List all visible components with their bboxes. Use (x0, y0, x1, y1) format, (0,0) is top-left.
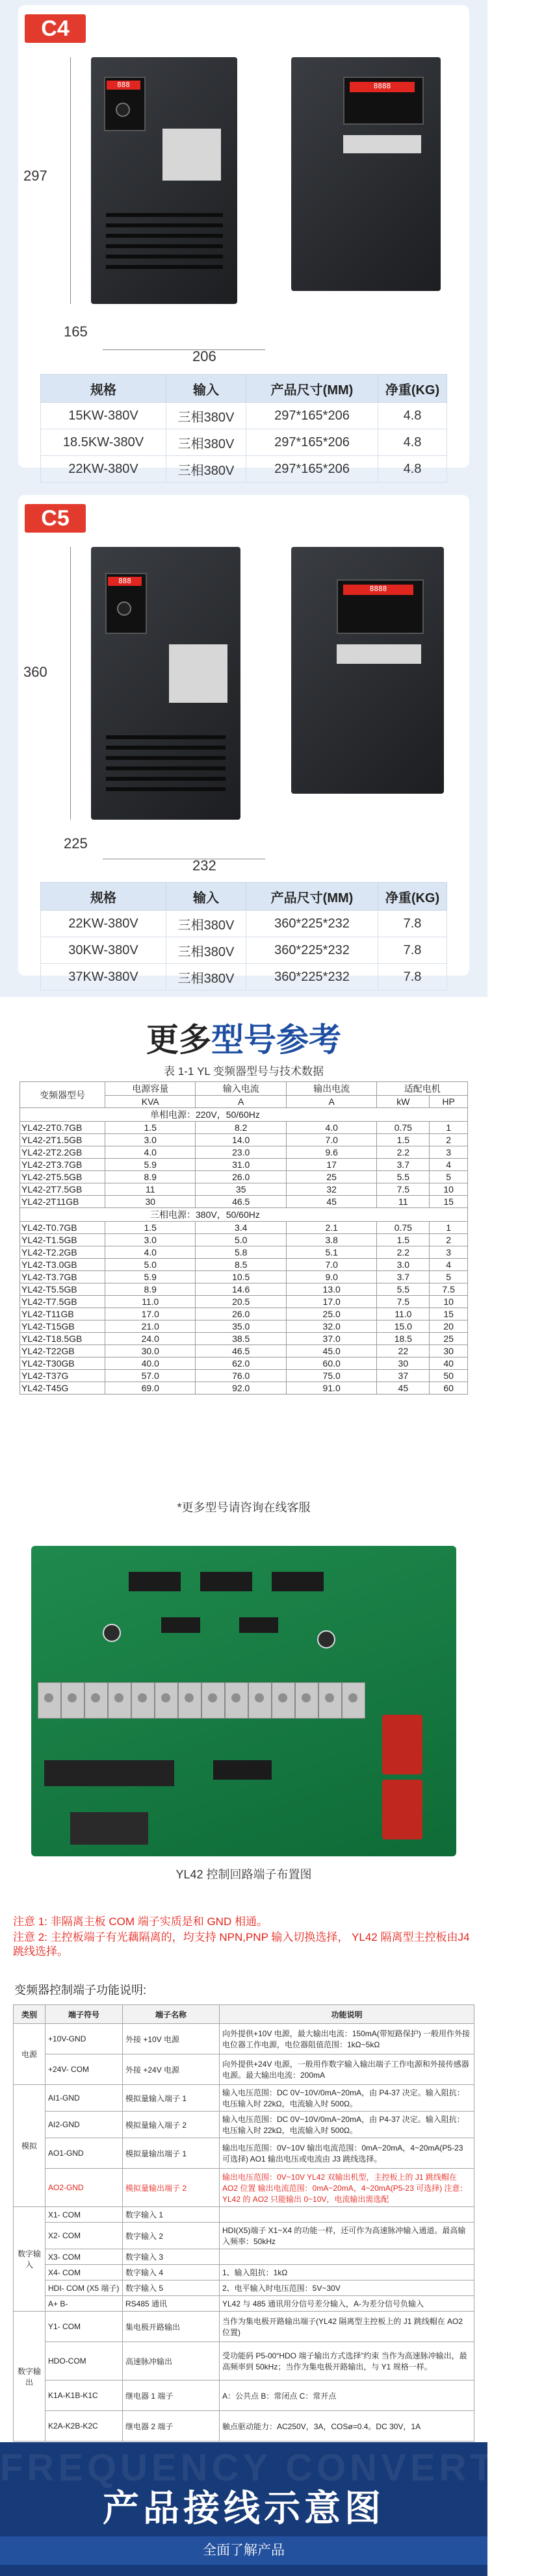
warning-label (343, 135, 421, 153)
table-row: YL42-T22GB 30.0 46.5 45.0 22 30 (20, 1345, 468, 1357)
header-cell: 产品尺寸(MM) (246, 883, 378, 911)
table-header: KVA A A kW HP (20, 1096, 468, 1108)
table-row: K2A-K2B-K2C 继电器 2 端子 触点驱动能力：AC250V，3A，COSø=0.4。DC 30V，1A (14, 2411, 474, 2442)
table-row: YL42-2T1.5GB 3.0 14.0 7.0 1.5 2 (20, 1134, 468, 1146)
c5-tag: C5 (25, 504, 86, 533)
warning-1: 注意 1: 非隔离主板 COM 端子实质是和 GND 相通。 (13, 1915, 268, 1928)
table-row: YL42-T45G 69.0 92.0 91.0 45 60 (20, 1382, 468, 1395)
led-display: 888 (107, 81, 140, 90)
table-row: YL42-T15GB 21.0 35.0 32.0 15.0 20 (20, 1320, 468, 1333)
table-row: AI2-GND 模拟量输入端子 2 输入电压范围：DC 0V~10V/0mA~20mA，由 P4-37 决定。输入阻抗：电压输入时 22kΩ，电流输入时 500Ω。 (14, 2112, 474, 2138)
header-cell: 规格 (41, 883, 166, 911)
footer-title: 产品接线示意图 (103, 2488, 385, 2529)
relay-2 (382, 1780, 422, 1839)
table-row: 数字输入 X1- COM 数字输入 1 (14, 2207, 474, 2223)
terminals-table (13, 2004, 474, 2442)
table-row: 18.5KW-380V 三相380V 297*165*206 4.8 (41, 429, 447, 456)
header-cell: 净重(KG) (378, 375, 447, 403)
table-row: YL42-T0.7GB 1.5 3.4 2.1 0.75 1 (20, 1222, 468, 1234)
board-section (0, 1546, 487, 1910)
models-subtitle: 表 1-1 YL 变频器型号与技术数据 (164, 1065, 324, 1078)
models-note: *更多型号请咨询在线客服 (177, 1501, 311, 1514)
table-row: YL42-T5.5GB 8.9 14.6 13.0 5.5 7.5 (20, 1283, 468, 1296)
c4-depth-dim: 165 (64, 323, 88, 340)
header-cell: 产品尺寸(MM) (246, 375, 378, 403)
table-row: HDO-COM 高速脉冲输出 受功能码 P5-00“HDO 端子输出方式选择”约束 当作为高速脉冲输出，最高频率到 50kHz；当作为集电极开路输出，与 Y1 规格一样。 (14, 2342, 474, 2380)
c4-card (18, 5, 469, 478)
table-row: +24V- COM 外接 +24V 电源 向外提供+24V 电源，一般用作数字输入输出端子工作电源和外接传感器电源。最大输出电流：200mA (14, 2054, 474, 2085)
table-header (41, 883, 447, 911)
c5-card (18, 495, 469, 986)
footer-banner (0, 2442, 557, 2576)
c5-side-photo (291, 547, 444, 794)
nameplate (169, 644, 227, 703)
table-row: YL42-2T11GB 30 46.5 45 11 15 (20, 1196, 468, 1208)
c5-height-dim: 360 (23, 664, 47, 680)
group-row: 三相电源：380V，50/60Hz (20, 1208, 468, 1222)
table-row: HDI- COM (X5 端子) 数字输入 5 2、电平输入时电压范围：5V~30V (14, 2280, 474, 2296)
control-board-photo (31, 1546, 456, 1856)
warning-2: 注意 2: 主控板端子有光藕隔离的，均支持 NPN,PNP 输入切换选择， YL42 隔离型主控板由J4 跳线选择。 (13, 1931, 470, 1958)
table-row: K1A-K1B-K1C 继电器 1 端子 A：公共点 B：常闭点 C：常开点 (14, 2380, 474, 2411)
table-row: 22KW-380V 三相380V 360*225*232 7.8 (41, 911, 447, 937)
warning-label (337, 644, 421, 664)
table-row: 15KW-380V 三相380V 297*165*206 4.8 (41, 403, 447, 429)
table-row: YL42-T3.7GB 5.9 10.5 9.0 3.7 5 (20, 1271, 468, 1283)
table-row: YL42-2T3.7GB 5.9 31.0 17 3.7 4 (20, 1159, 468, 1171)
knob (117, 601, 131, 616)
footer-watermark: FREQUENCY CONVERTER (0, 2447, 557, 2489)
table-row: YL42-T18.5GB 24.0 38.5 37.0 18.5 25 (20, 1333, 468, 1345)
footer-subtitle: 全面了解产品 (0, 2536, 487, 2565)
table-row: YL42-T1.5GB 3.0 5.0 3.8 1.5 2 (20, 1234, 468, 1246)
c4-width-dim: 206 (192, 348, 216, 364)
table-row: YL42-2T2.2GB 4.0 23.0 9.6 2.2 3 (20, 1146, 468, 1159)
terminals-title: 变频器控制端子功能说明: (14, 1984, 146, 1997)
knob (116, 103, 130, 117)
table-row: YL42-2T7.5GB 11 35 32 7.5 10 (20, 1183, 468, 1196)
table-row: X4- COM 数字输入 4 1、输入阻抗：1kΩ (14, 2265, 474, 2280)
group-row: 单相电源：220V，50/60Hz (20, 1108, 468, 1122)
c4-spec-table (40, 374, 447, 483)
product-section (0, 0, 487, 997)
table-header: 变频器型号 电源容量 输入电流 输出电流 适配电机 (20, 1082, 468, 1096)
table-header: 类别 端子符号 端子名称 功能说明 (14, 2005, 474, 2024)
table-row: 30KW-380V 三相380V 360*225*232 7.8 (41, 937, 447, 964)
led-display: 888 (108, 577, 142, 586)
header-cell: 输入 (166, 375, 246, 403)
board-caption: YL42 控制回路端子布置图 (175, 1868, 312, 1881)
header-cell: 净重(KG) (378, 883, 447, 911)
relay-1 (382, 1715, 422, 1774)
table-row: YL42-T11GB 17.0 26.0 25.0 11.0 15 (20, 1308, 468, 1320)
table-row: YL42-T7.5GB 11.0 20.5 17.0 7.5 10 (20, 1296, 468, 1308)
table-row: 数字输出 Y1- COM 集电极开路输出 当作为集电极开路输出端子(YL42 隔离型主控板上的 J1 跳线帽在 AO2 位置) (14, 2312, 474, 2342)
table-row: AO1-GND 模拟量输出端子 1 输出电压范围：0V~10V 输出电流范围：0mA~20mA，4~20mA(P5-23 可选择) AO1 输出电压或电流由 J3 跳线选择。 (14, 2138, 474, 2169)
table-row: YL42-2T5.5GB 8.9 26.0 25 5.5 5 (20, 1171, 468, 1183)
table-row: AO2-GND 模拟量输出端子 2 输出电压范围：0V~10V YL42 双输出机型，主控板上的 J1 跳线帽在 AO2 位置 输出电流范围：0mA~20mA，4~20mA(P5-23 可选择) 注意：YL42 的 AO2 只能输出 0~10V，电流输出需选配 (14, 2169, 474, 2207)
table-header (41, 375, 447, 403)
table-row: YL42-T2.2GB 4.0 5.8 5.1 2.2 3 (20, 1246, 468, 1259)
c5-depth-dim: 225 (64, 835, 88, 852)
nameplate (162, 129, 221, 181)
header-cell: 输入 (166, 883, 246, 911)
table-row: 电源 +10V-GND 外接 +10V 电源 向外提供+10V 电源，最大输出电流：150mA(带短路保护) 一般用作外接电位器工作电源，电位器阻值范围：1kΩ~5kΩ (14, 2024, 474, 2054)
c4-tag: C4 (25, 14, 86, 43)
models-title: 更多型号参考 (146, 1022, 341, 1058)
table-row: YL42-T30GB 40.0 62.0 60.0 30 40 (20, 1357, 468, 1370)
table-row: 22KW-380V 三相380V 297*165*206 4.8 (41, 456, 447, 483)
table-row: 模拟 AI1-GND 模拟量输入端子 1 输入电压范围：DC 0V~10V/0mA~20mA，由 P4-37 决定。输入阻抗：电压输入时 22kΩ，电流输入时 500Ω。 (14, 2085, 474, 2112)
led-display: 8888 (350, 82, 415, 92)
header-cell: 规格 (41, 375, 166, 403)
table-row: YL42-T3.0GB 5.0 8.5 7.0 3.0 4 (20, 1259, 468, 1271)
table-row: X2- COM 数字输入 2 HDI(X5)端子 X1~X4 的功能一样，还可作为高速脉冲输入通道。最高输入频率：50kHz (14, 2223, 474, 2249)
c4-side-photo (291, 57, 441, 291)
c4-height-dim: 297 (23, 168, 47, 184)
table-row: YL42-2T0.7GB 1.5 8.2 4.0 0.75 1 (20, 1122, 468, 1134)
led-display: 8888 (343, 585, 413, 595)
table-row: X3- COM 数字输入 3 (14, 2249, 474, 2265)
models-section (0, 997, 487, 1546)
c5-width-dim: 232 (192, 857, 216, 874)
table-row: 37KW-380V 三相380V 360*225*232 7.8 (41, 964, 447, 991)
c4-front-photo (91, 57, 237, 304)
terminals-section (0, 1910, 487, 2442)
c5-spec-table (40, 882, 447, 991)
table-row: A+ B- RS485 通讯 YL42 与 485 通讯用分信号差分输入，A-为差分信号负输入 (14, 2296, 474, 2312)
c5-front-photo (91, 547, 240, 820)
models-table (19, 1081, 468, 1395)
table-row: YL42-T37G 57.0 76.0 75.0 37 50 (20, 1370, 468, 1382)
